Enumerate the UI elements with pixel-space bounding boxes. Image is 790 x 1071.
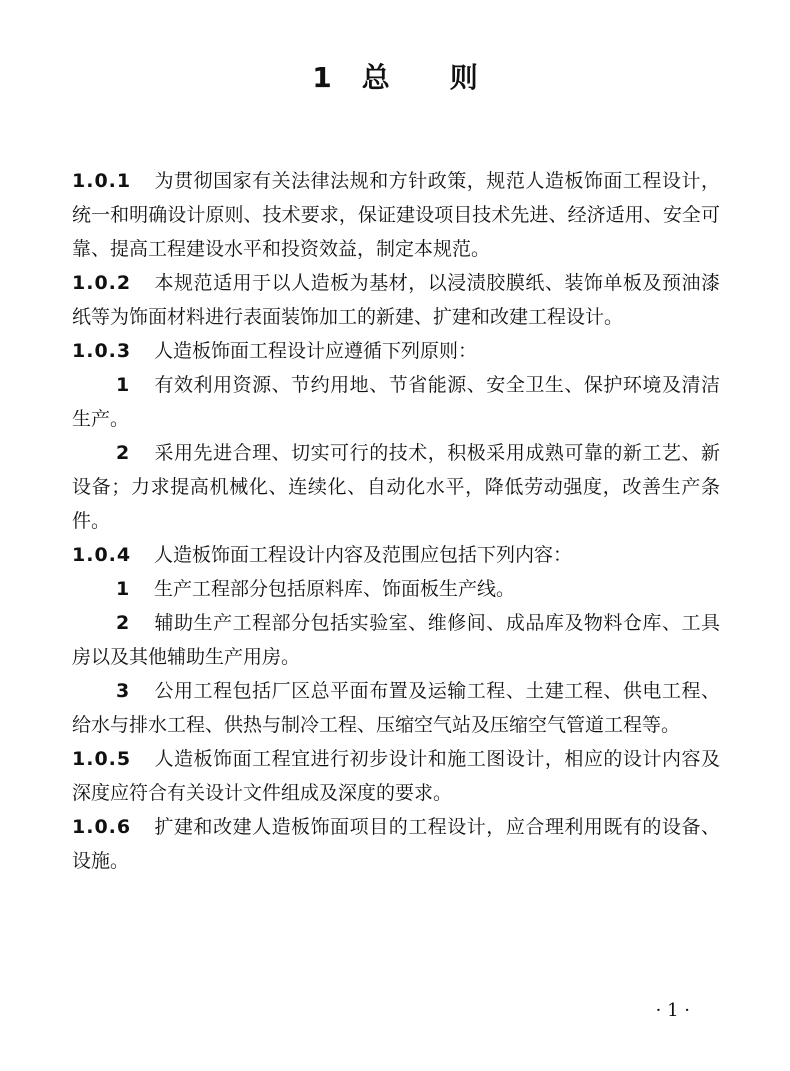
clause-item <box>72 436 720 538</box>
document-body <box>72 164 720 878</box>
clause-1-0-4 <box>72 538 720 572</box>
clause-1-0-3 <box>72 334 720 368</box>
item-text: 辅助生产工程部分包括实验室、维修间、成品库及物料仓库、工具房以及其他辅助生产用房。 <box>72 612 720 668</box>
clause-number: 1.0.5 <box>72 748 132 770</box>
clause-text: 本规范适用于以人造板为基材，以浸渍胶膜纸、装饰单板及预油漆纸等为饰面材料进行表面装饰加工的新建、扩建和改建工程设计。 <box>72 272 720 328</box>
item-text: 公用工程包括厂区总平面布置及运输工程、土建工程、供电工程、给水与排水工程、供热与制冷工程、压缩空气站及压缩空气管道工程等。 <box>72 680 720 736</box>
item-number: 1 <box>116 374 130 396</box>
clause-1-0-1 <box>72 164 720 266</box>
clause-item <box>72 606 720 674</box>
clause-item <box>72 368 720 436</box>
chapter-title-part1: 总 <box>361 61 390 94</box>
clause-item <box>72 572 720 606</box>
item-text: 有效利用资源、节约用地、节省能源、安全卫生、保护环境及清洁生产。 <box>72 374 720 430</box>
clause-number: 1.0.6 <box>72 816 132 838</box>
clause-text: 人造板饰面工程设计内容及范围应包括下列内容： <box>154 544 573 566</box>
item-text: 采用先进合理、切实可行的技术，积极采用成熟可靠的新工艺、新设备；力求提高机械化、连续化、自动化水平，降低劳动强度，改善生产条件。 <box>72 442 720 532</box>
clause-number: 1.0.4 <box>72 544 132 566</box>
item-number: 1 <box>116 578 130 600</box>
item-number: 3 <box>116 680 130 702</box>
clause-number: 1.0.2 <box>72 272 132 294</box>
clause-text: 为贯彻国家有关法律法规和方针政策，规范人造板饰面工程设计，统一和明确设计原则、技术要求，保证建设项目技术先进、经济适用、安全可靠、提高工程建设水平和投资效益，制定本规范。 <box>72 170 720 260</box>
clause-1-0-6 <box>72 810 720 878</box>
item-text: 生产工程部分包括原料库、饰面板生产线。 <box>154 578 516 600</box>
clause-number: 1.0.3 <box>72 340 132 362</box>
clause-1-0-5 <box>72 742 720 810</box>
page-number: · 1 · <box>655 1000 690 1021</box>
clause-text: 人造板饰面工程宜进行初步设计和施工图设计，相应的设计内容及深度应符合有关设计文件组成及深度的要求。 <box>72 748 720 804</box>
clause-item <box>72 674 720 742</box>
clause-text: 人造板饰面工程设计应遵循下列原则： <box>154 340 478 362</box>
clause-1-0-2 <box>72 266 720 334</box>
chapter-title-part2: 则 <box>449 61 478 94</box>
clause-number: 1.0.1 <box>72 170 132 192</box>
item-number: 2 <box>116 612 130 634</box>
chapter-title <box>0 56 790 96</box>
clause-text: 扩建和改建人造板饰面项目的工程设计，应合理利用既有的设备、设施。 <box>72 816 720 872</box>
chapter-number: 1 <box>312 61 332 94</box>
item-number: 2 <box>116 442 130 464</box>
